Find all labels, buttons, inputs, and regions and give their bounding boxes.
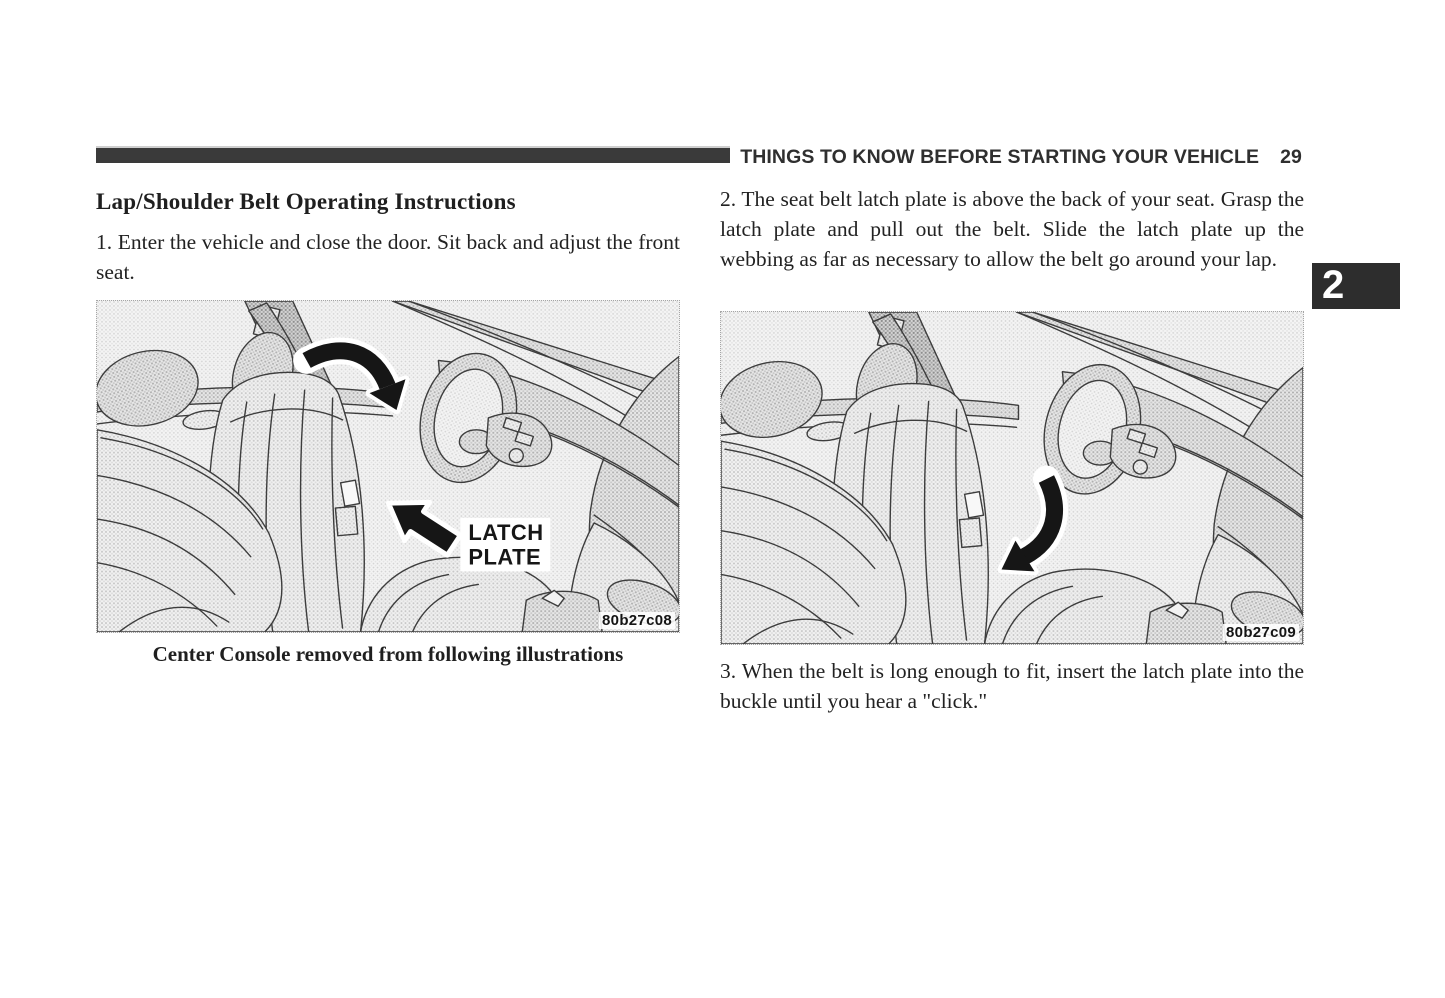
figure-seat-belt-latch-plate xyxy=(96,300,680,633)
seat-belt-illustration-1 xyxy=(97,301,679,632)
header-rule xyxy=(96,146,730,163)
section-heading: Lap/Shoulder Belt Operating Instructions xyxy=(96,189,516,214)
step-3-paragraph: 3. When the belt is long enough to fit, insert the latch plate into the buckle until you hear a "click." xyxy=(720,659,1304,713)
svg-text:PLATE: PLATE xyxy=(468,544,542,570)
chapter-tab xyxy=(1312,263,1400,309)
running-header-title: THINGS TO KNOW BEFORE STARTING YOUR VEHICLE xyxy=(740,146,1260,168)
seat-belt-illustration-2 xyxy=(721,312,1303,644)
figure-seat-belt-buckle xyxy=(720,311,1304,645)
step-1-paragraph: 1. Enter the vehicle and close the door. Sit back and adjust the front seat. xyxy=(96,230,680,284)
page-number: 29 xyxy=(1280,146,1302,168)
figure-caption: Center Console removed from following illustrations xyxy=(152,642,624,666)
figure-code: 80b27c08 xyxy=(599,612,675,629)
step-2-paragraph: 2. The seat belt latch plate is above the back of your seat. Grasp the latch plate and pull out the belt. Slide the latch plate up the webbing as far as necessary to allow the belt go around your lap. xyxy=(720,187,1304,271)
svg-text:LATCH: LATCH xyxy=(468,519,544,545)
figure-code: 80b27c09 xyxy=(1223,624,1299,641)
running-header xyxy=(740,147,1302,167)
car-interior-illustration xyxy=(721,312,1303,644)
chapter-tab-number: 2 xyxy=(1322,263,1345,307)
car-interior-illustration xyxy=(97,301,679,632)
latch-plate-callout xyxy=(460,518,550,572)
